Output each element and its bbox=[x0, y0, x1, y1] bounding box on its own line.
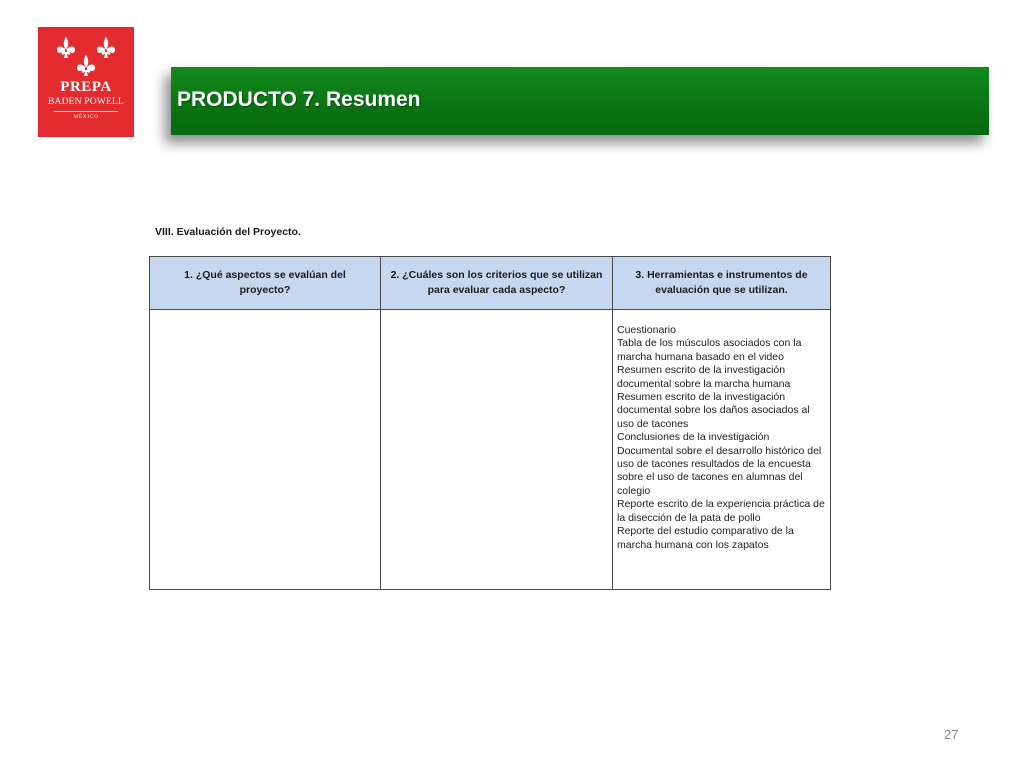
table-row bbox=[150, 310, 831, 590]
list-item: Resumen escrito de la investigación documental sobre los daños asociados al uso de tacones bbox=[617, 391, 810, 430]
logo-country-text: MÉXICO bbox=[73, 114, 99, 120]
section-heading: VIII. Evaluación del Proyecto. bbox=[155, 226, 301, 238]
logo-main-text: PREPA bbox=[60, 79, 112, 95]
list-item: Reporte del estudio comparativo de la marcha humana con los zapatos bbox=[617, 525, 794, 551]
logo-divider bbox=[54, 111, 118, 112]
header-criteria: 2. ¿Cuáles son los criterios que se utilizan para evaluar cada aspecto? bbox=[381, 257, 613, 310]
logo-sub-text: BADEN POWELL bbox=[47, 97, 125, 107]
header-aspects: 1. ¿Qué aspectos se evalúan del proyecto? bbox=[150, 257, 381, 310]
list-item: Tabla de los músculos asociados con la marcha humana basado en el video bbox=[617, 337, 802, 363]
tools-list bbox=[617, 324, 826, 552]
page-number: 27 bbox=[944, 727, 959, 742]
fleur-de-lis-icon bbox=[56, 33, 116, 79]
evaluation-table bbox=[149, 256, 831, 590]
header-tools: 3. Herramientas e instrumentos de evaluación que se utilizan. bbox=[613, 257, 831, 310]
title-bar bbox=[171, 67, 989, 135]
cell-criteria bbox=[381, 310, 613, 590]
list-item: Documental sobre el desarrollo histórico del uso de tacones resultados de la encuesta sobre el uso de tacones en alumnas del colegio bbox=[617, 444, 822, 497]
list-item: Reporte escrito de la experiencia práctica de la disección de la pata de pollo bbox=[617, 498, 825, 524]
cell-tools bbox=[613, 310, 831, 590]
table-header-row bbox=[150, 257, 831, 310]
cell-aspects bbox=[150, 310, 381, 590]
list-item: Conclusiones de la investigación bbox=[617, 431, 770, 444]
list-item: Cuestionario bbox=[617, 324, 676, 336]
slide-title: PRODUCTO 7. Resumen bbox=[177, 88, 421, 111]
list-item: Resumen escrito de la investigación documental sobre la marcha humana bbox=[617, 364, 791, 390]
school-logo bbox=[38, 27, 134, 137]
